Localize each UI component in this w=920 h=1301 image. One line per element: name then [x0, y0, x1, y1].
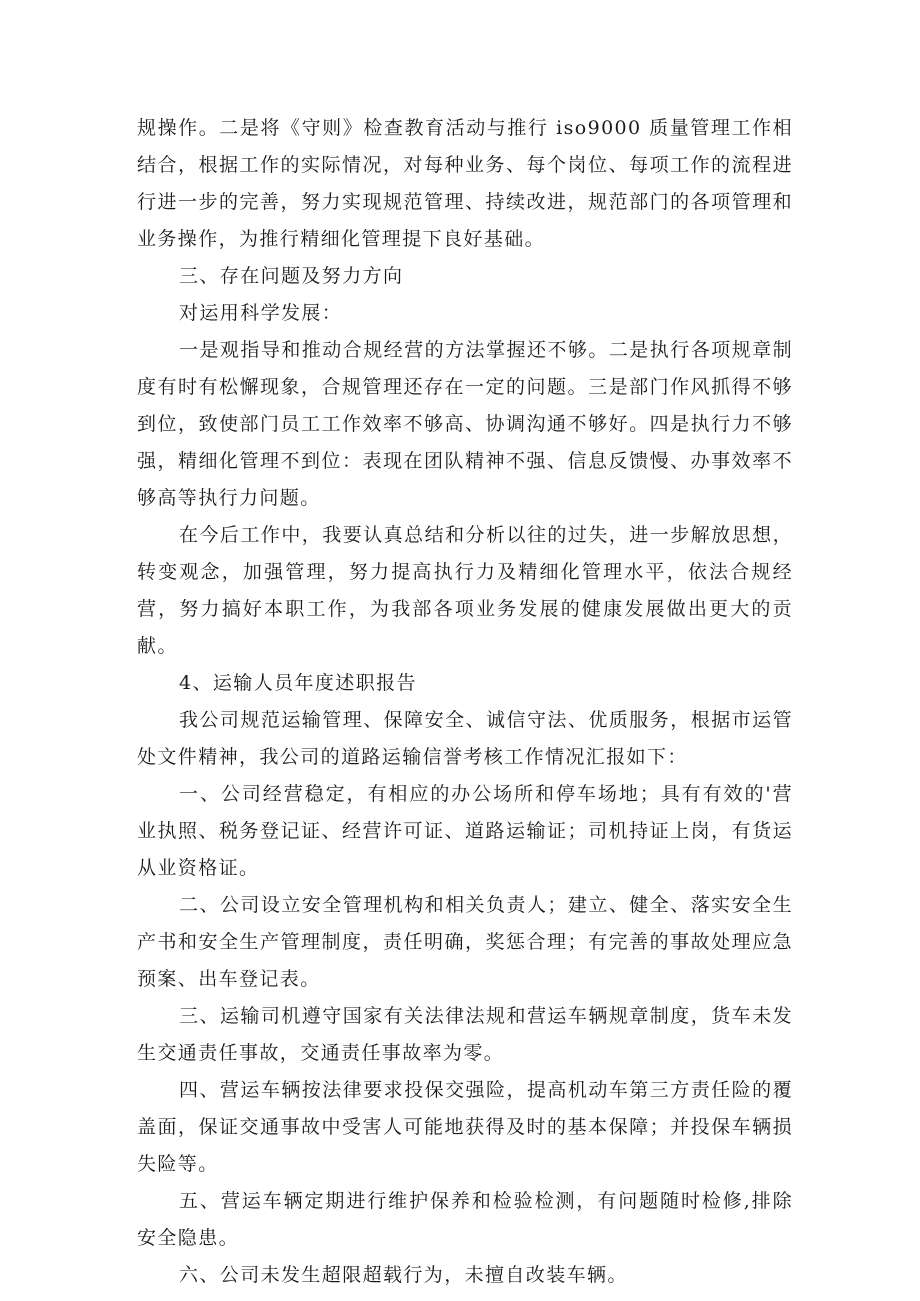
- paragraph-item-2: 二、公司设立安全管理机构和相关负责人；建立、健全、落实安全生产书和安全生产管理制度，责任明确，奖惩合理；有完善的事故处理应急预案、出车登记表。: [137, 894, 793, 990]
- document-body: [137, 110, 793, 1294]
- paragraph-intro: 对运用科学发展：: [179, 302, 343, 324]
- paragraph-report-intro: 我公司规范运输管理、保障安全、诚信守法、优质服务，根据市运管处文件精神，我公司的道路运输信誉考核工作情况汇报如下：: [137, 709, 793, 768]
- paragraph-item-3: 三、运输司机遵守国家有关法律法规和营运车辆规章制度，货车未发生交通责任事故，交通责任事故率为零。: [137, 1005, 793, 1064]
- paragraph-problems: 一是观指导和推动合规经营的方法掌握还不够。二是执行各项规章制度有时有松懈现象，合规管理还存在一定的问题。三是部门作风抓得不够到位，致使部门员工工作效率不够高、协调沟通不够好。四是执行力不够强，精细化管理不到位：表现在团队精神不强、信息反馈慢、办事效率不够高等执行力问题。: [137, 339, 793, 509]
- paragraph-continuation: 规操作。二是将《守则》检查教育活动与推行 iso9000 质量管理工作相结合，根据工作的实际情况，对每种业务、每个岗位、每项工作的流程进行进一步的完善，努力实现规范管理、持续改进，规范部门的各项管理和业务操作，为推行精细化管理提下良好基础。: [137, 117, 793, 250]
- paragraph-item-4: 四、营运车辆按法律要求投保交强险，提高机动车第三方责任险的覆盖面，保证交通事故中受害人可能地获得及时的基本保障；并投保车辆损失险等。: [137, 1079, 793, 1175]
- paragraph-item-5: 五、营运车辆定期进行维护保养和检验检测，有问题随时检修,排除安全隐患。: [137, 1190, 793, 1249]
- section-heading-problems: 三、存在问题及努力方向: [179, 265, 404, 287]
- paragraph-future-work: 在今后工作中，我要认真总结和分析以往的过失，进一步解放思想，转变观念，加强管理，努力提高执行力及精细化管理水平，依法合规经营，努力搞好本职工作，为我部各项业务发展的健康发展做出更大的贡献。: [137, 524, 793, 657]
- paragraph-item-6: 六、公司未发生超限超载行为，未擅自改装车辆。: [179, 1264, 628, 1286]
- paragraph-item-1: 一、公司经营稳定，有相应的办公场所和停车场地；具有有效的'营业执照、税务登记证、经营许可证、道路运输证；司机持证上岗，有货运从业资格证。: [137, 783, 793, 879]
- section-heading-report: 4、运输人员年度述职报告: [179, 672, 417, 694]
